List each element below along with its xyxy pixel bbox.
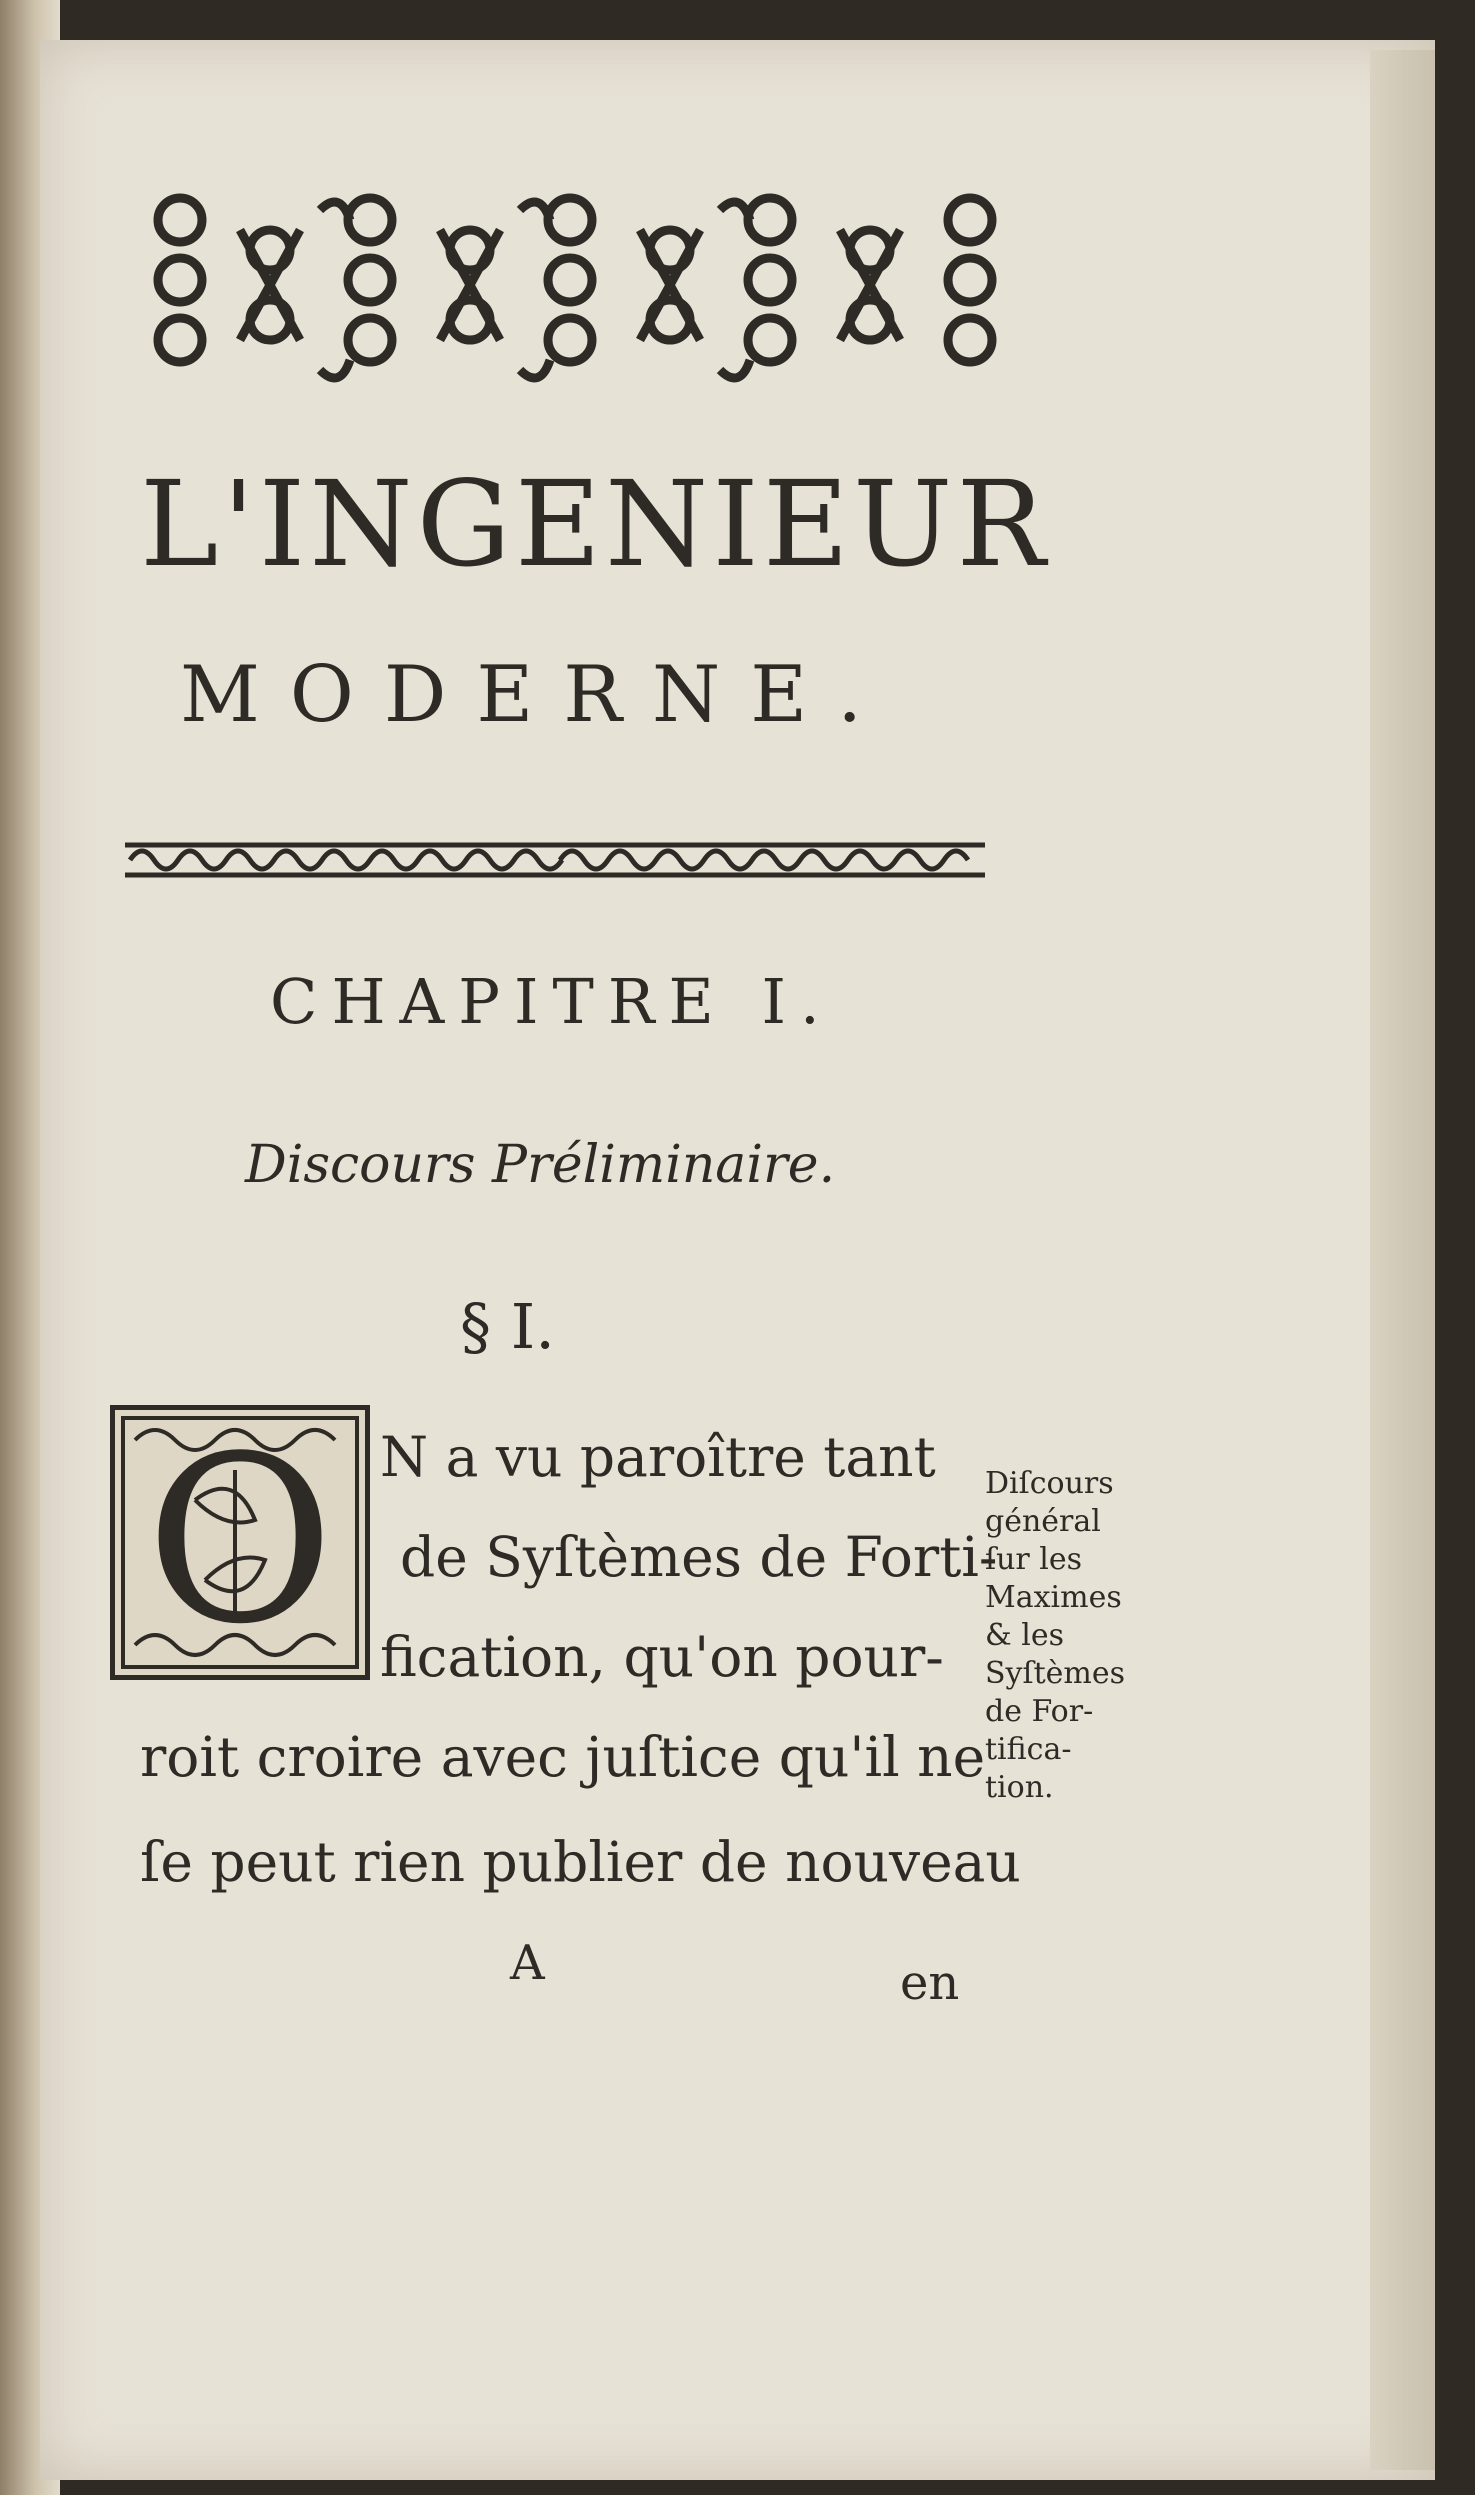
ornamental-rule [120, 830, 990, 890]
body-line: de Syſtèmes de Forti- [400, 1525, 998, 1589]
drop-cap-letter: O [145, 1410, 335, 1675]
body-line: roit croire avec juſtice qu'il ne [140, 1725, 986, 1789]
margin-note-line: tion. [985, 1770, 1054, 1805]
margin-note [985, 1465, 1145, 1807]
page-edge [1370, 50, 1435, 2470]
margin-note-line: de For- [985, 1694, 1094, 1729]
signature-mark: A [510, 1935, 545, 1991]
margin-note-line: & les [985, 1618, 1064, 1653]
body-line: fication, qu'on pour- [380, 1625, 944, 1689]
drop-cap [110, 1405, 370, 1680]
margin-note-line: ſur les [985, 1542, 1083, 1577]
margin-note-line: Maximes [985, 1580, 1122, 1615]
margin-note-line: Diſcours [985, 1466, 1114, 1501]
page-title-line1: L'INGENIEUR [140, 455, 1050, 593]
section-mark: § I. [460, 1290, 555, 1363]
body-line: N a vu paroître tant [380, 1425, 936, 1489]
chapter-heading: CHAPITRE I. [270, 965, 834, 1038]
margin-note-line: Syſtèmes [985, 1656, 1126, 1691]
catchword: en [900, 1955, 960, 2011]
body-line: ſe peut rien publier de nouveau [140, 1830, 1021, 1894]
headpiece-ornament [140, 170, 1010, 400]
chapter-subtitle: Discours Préliminaire. [245, 1135, 836, 1195]
book-page [40, 40, 1435, 2480]
page-title-line2: MODERNE. [180, 650, 892, 740]
margin-note-line: général [985, 1504, 1101, 1539]
margin-note-line: tifica- [985, 1732, 1072, 1767]
